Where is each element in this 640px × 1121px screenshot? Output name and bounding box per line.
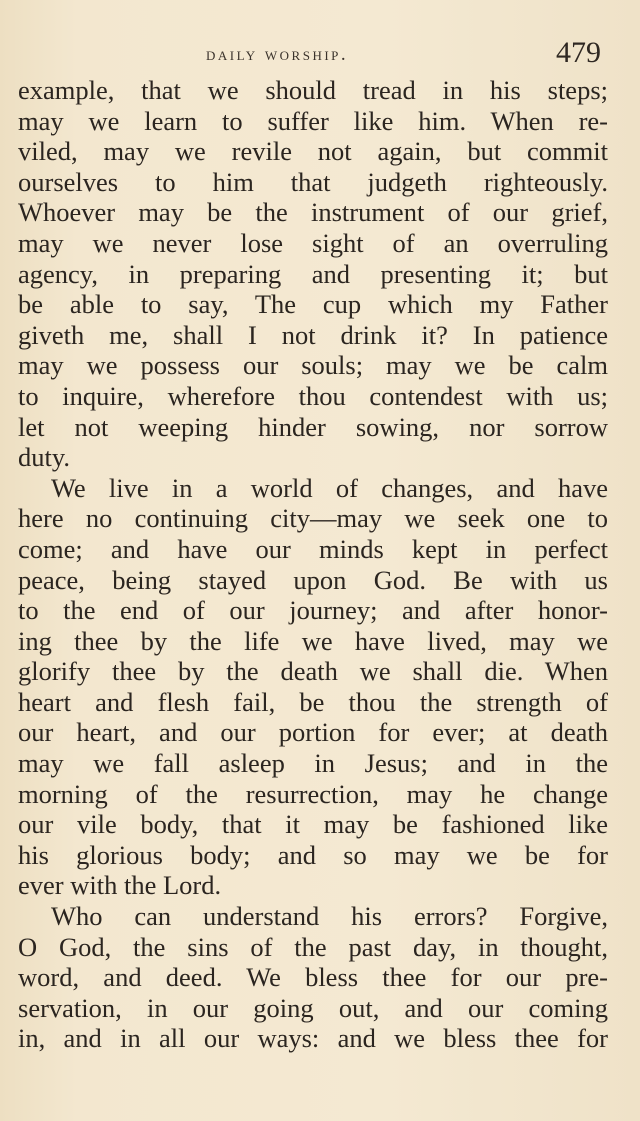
text-line: peace, being stayed upon God. Be with us [18, 564, 608, 595]
text-line: glorify thee by the death we shall die. When [18, 656, 608, 687]
text-line: come; and have our minds kept in perfect [18, 533, 608, 564]
text-line: be able to say, The cup which my Father [18, 289, 608, 320]
text-line: may we never lose sight of an overruling [18, 227, 608, 258]
text-line: We live in a world of changes, and have [51, 472, 608, 503]
text-line: our vile body, that it may be fashioned like [18, 809, 608, 840]
paragraph-3 [18, 901, 608, 1054]
text-line: heart and flesh fail, be thou the strength of [18, 686, 608, 717]
body-text [18, 75, 608, 1054]
text-line: agency, in preparing and presenting it; but [18, 258, 608, 289]
text-line: morning of the resurrection, may he change [18, 778, 608, 809]
paragraph-1 [18, 75, 608, 473]
text-line: Whoever may be the instrument of our grief, [18, 197, 608, 228]
text-line: giveth me, shall I not drink it? In patience [18, 319, 608, 350]
text-line: may we learn to suffer like him. When re- [18, 105, 608, 136]
text-line: let not weeping hinder sowing, nor sorrow [18, 411, 608, 442]
text-line: our heart, and our portion for ever; at death [18, 717, 608, 748]
text-line: Who can understand his errors? Forgive, [51, 901, 608, 932]
text-line: example, that we should tread in his steps; [18, 75, 608, 105]
running-head: daily worship. [206, 44, 349, 65]
text-line: his glorious body; and so may we be for [18, 839, 608, 870]
text-line: ing thee by the life we have lived, may we [18, 625, 608, 656]
text-line: word, and deed. We bless thee for our pre- [18, 962, 608, 993]
text-line: here no continuing city—may we seek one to [18, 503, 608, 534]
text-line: viled, may we revile not again, but commit [18, 136, 608, 167]
text-line: duty. [18, 442, 71, 473]
text-line: may we possess our souls; may we be calm [18, 350, 608, 381]
paragraph-2 [18, 473, 608, 901]
page-header [0, 36, 640, 76]
text-line: to inquire, wherefore thou contendest with us; [18, 380, 608, 411]
text-line: servation, in our going out, and our coming [18, 992, 608, 1023]
text-line: may we fall asleep in Jesus; and in the [18, 748, 608, 779]
page-number: 479 [556, 36, 601, 69]
text-line: O God, the sins of the past day, in thought, [18, 931, 608, 962]
text-line: to the end of our journey; and after honor- [18, 595, 608, 626]
text-line: ever with the Lord. [18, 870, 222, 901]
text-line: in, and in all our ways: and we bless thee for [18, 1023, 608, 1054]
text-line: ourselves to him that judgeth righteously. [18, 166, 608, 197]
